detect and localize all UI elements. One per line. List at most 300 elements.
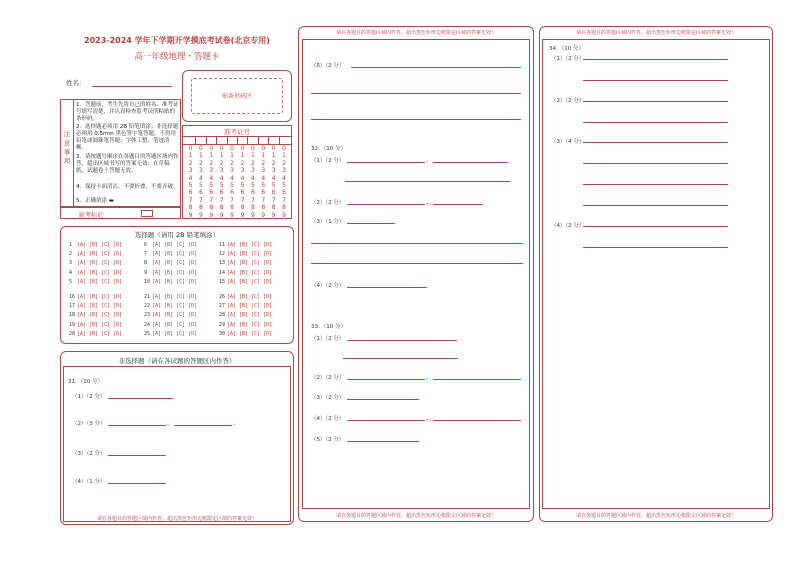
q31-part2-answer-a[interactable] [108, 425, 166, 426]
exam-digit-bubble[interactable]: 1 [198, 152, 203, 160]
choice-options[interactable]: [A] [B] [C] [D] [152, 242, 198, 248]
q33-part4-sep: 、 [426, 416, 432, 422]
q31-part3-label: （3）（2 分） [72, 451, 106, 457]
exam-digit-bubble[interactable]: 0 [198, 145, 203, 152]
exam-number-digit-column [186, 145, 195, 219]
choice-options[interactable]: [A] [B] [C] [D] [227, 294, 273, 300]
warning-col3-bottom: 请在各题目的答题区域内作答，超出黑色矩形边框限定区域的答案无效！ [575, 513, 736, 519]
choice-number: 14 [219, 269, 226, 276]
q34-part1-line1[interactable] [583, 59, 728, 60]
q33-part4-label: （4）（2 分） [311, 416, 345, 422]
choice-options[interactable]: [A] [B] [C] [D] [227, 330, 273, 337]
exam-digit-bubble[interactable]: 7 [282, 196, 286, 204]
barcode-area [182, 70, 292, 122]
choice-item[interactable] [69, 331, 122, 337]
exam-digit-bubble[interactable]: 4 [219, 174, 224, 182]
choice-number: 16 [69, 294, 76, 300]
name-field[interactable] [92, 86, 172, 87]
choice-item[interactable] [219, 312, 272, 318]
choice-number: 17 [69, 303, 76, 310]
exam-digit-bubble[interactable]: 8 [240, 204, 245, 212]
exam-digit-bubble[interactable]: 0 [209, 145, 214, 152]
notes-item-1: 1．答题前，考生先将自己的姓名、准考证号填写清楚，并认真检查监考员所粘贴的条形码。 [76, 102, 179, 122]
exam-digit-bubble[interactable]: 4 [261, 174, 266, 182]
exam-digit-bubble[interactable]: 7 [188, 196, 193, 204]
choice-options[interactable]: [A] [B] [C] [D] [152, 312, 198, 319]
q32-part2-answer-b[interactable] [433, 204, 483, 205]
q31-part3-answer[interactable] [108, 455, 166, 456]
exam-digit-bubble[interactable]: 6 [250, 189, 255, 197]
q33-part2-label: （2）（2 分） [311, 375, 345, 381]
notes-item-5: 5．正确填涂 ▬ [76, 198, 114, 204]
q33-part2-answer-a[interactable] [347, 379, 425, 380]
exam-digit-bubble[interactable]: 2 [209, 159, 214, 167]
choice-options[interactable]: [A] [B] [C] [D] [77, 312, 123, 319]
exam-digit-bubble[interactable]: 8 [282, 204, 286, 212]
warning-col2-bottom: 请在各题目的答题区域内作答，超出黑色矩形边框限定区域的答案无效！ [335, 513, 496, 519]
q33-part4-answer-b[interactable] [433, 420, 521, 421]
q32-part3-line3[interactable] [311, 263, 523, 264]
choice-number: 28 [219, 312, 226, 319]
exam-number-write-cell[interactable] [269, 136, 279, 144]
exam-number-write-cell[interactable] [248, 136, 258, 144]
exam-digit-bubble[interactable]: 9 [282, 211, 286, 219]
choice-options[interactable]: [A] [B] [C] [D] [152, 294, 198, 300]
choice-options[interactable]: [A] [B] [C] [D] [152, 269, 198, 276]
exam-digit-bubble[interactable]: 8 [230, 204, 234, 212]
q34-part3-line1[interactable] [583, 142, 728, 143]
choice-options[interactable]: [A] [B] [C] [D] [77, 260, 123, 267]
exam-digit-bubble[interactable]: 7 [261, 196, 266, 204]
choice-number: 3 [69, 260, 73, 267]
exam-digit-bubble[interactable]: 3 [209, 167, 214, 175]
choice-options[interactable]: [A] [B] [C] [D] [152, 278, 198, 285]
choice-number: 19 [69, 321, 76, 328]
choice-options[interactable]: [A] [B] [C] [D] [77, 321, 123, 328]
exam-digit-bubble[interactable]: 9 [219, 211, 224, 219]
exam-digit-bubble[interactable]: 5 [250, 182, 255, 190]
choice-item[interactable] [219, 303, 272, 309]
q31-part5-line2[interactable] [311, 93, 521, 94]
choice-number: 6 [144, 242, 148, 248]
exam-digit-bubble[interactable]: 3 [230, 167, 234, 175]
notes-label: 注意事项 [63, 130, 71, 165]
choice-number: 2 [69, 251, 73, 258]
choice-panel [60, 226, 294, 344]
choice-number: 9 [144, 269, 148, 276]
q32-part1-answer-c[interactable] [345, 181, 510, 182]
exam-digit-bubble[interactable]: 4 [230, 174, 234, 182]
q32-part2-answer-a[interactable] [347, 204, 425, 205]
exam-digit-bubble[interactable]: 6 [240, 189, 245, 197]
q32-part1-label: （1）（2 分） [311, 158, 345, 164]
exam-number-write-cell[interactable] [196, 136, 206, 144]
exam-number-write-cell[interactable] [259, 136, 269, 144]
exam-number-write-cell[interactable] [217, 136, 227, 144]
exam-digit-bubble[interactable]: 1 [209, 152, 214, 160]
choice-options[interactable]: [A] [B] [C] [D] [227, 312, 273, 319]
col3-panel [539, 26, 773, 522]
choice-number: 12 [219, 251, 226, 258]
name-label: 姓名： [66, 79, 86, 87]
choice-options[interactable]: [A] [B] [C] [D] [77, 278, 123, 285]
choice-options[interactable]: [A] [B] [C] [D] [152, 303, 198, 310]
choice-item[interactable] [219, 270, 272, 276]
exam-digit-bubble[interactable]: 8 [261, 204, 266, 212]
q33-part1-label: （1）（2 分） [311, 336, 345, 342]
exam-digit-bubble[interactable]: 6 [282, 189, 286, 197]
q33-part2-answer-b[interactable] [433, 379, 521, 380]
exam-digit-bubble[interactable]: 7 [271, 196, 276, 204]
exam-digit-bubble[interactable]: 6 [209, 189, 214, 197]
q32-part2-sep: 、 [426, 200, 432, 206]
choice-options[interactable]: [A] [B] [C] [D] [152, 251, 198, 258]
exam-digit-bubble[interactable]: 2 [282, 159, 286, 167]
choice-item[interactable] [219, 279, 272, 285]
exam-number-digit-column [259, 145, 268, 219]
q32-part3-answer[interactable] [347, 223, 395, 224]
exam-digit-bubble[interactable]: 4 [188, 174, 193, 182]
q32-label: 32．（10 分） [311, 146, 346, 152]
barcode-label: 贴条形码区 [221, 93, 252, 100]
exam-digit-bubble[interactable]: 4 [198, 174, 203, 182]
choice-item[interactable] [144, 270, 197, 276]
choice-item[interactable] [219, 331, 272, 337]
exam-digit-bubble[interactable]: 9 [188, 211, 193, 219]
choice-item[interactable] [69, 294, 122, 300]
exam-digit-bubble[interactable]: 6 [198, 189, 203, 197]
absent-row [60, 207, 181, 219]
q32-part1-answer-a[interactable] [347, 162, 425, 163]
exam-digit-bubble[interactable]: 0 [188, 145, 193, 152]
choice-item[interactable] [144, 294, 197, 300]
exam-digit-bubble[interactable]: 5 [209, 182, 214, 190]
exam-digit-bubble[interactable]: 9 [271, 211, 276, 219]
q31-part5-line3[interactable] [311, 119, 521, 120]
q33-part4-answer-a[interactable] [347, 420, 425, 421]
q32-part2-label: （2）（2 分） [311, 200, 345, 206]
choice-item[interactable] [144, 303, 197, 309]
q34-part3-line3[interactable] [583, 184, 728, 185]
exam-digit-bubble[interactable]: 3 [219, 167, 224, 175]
choice-title: 选择题（请用 2B 铅笔填涂） [134, 231, 220, 239]
choice-options[interactable]: [A] [B] [C] [D] [227, 260, 273, 267]
choice-options[interactable]: [A] [B] [C] [D] [227, 269, 273, 276]
exam-digit-bubble[interactable]: 2 [198, 159, 203, 167]
q31-part2-sep2: 、 [233, 421, 239, 427]
choice-number: 26 [219, 294, 226, 300]
q33-label: 33．（10 分） [311, 324, 346, 330]
exam-digit-bubble[interactable]: 1 [240, 152, 245, 160]
choice-number: 30 [219, 330, 226, 337]
exam-digit-bubble[interactable]: 5 [188, 182, 193, 190]
exam-digit-bubble[interactable]: 4 [209, 174, 214, 182]
exam-digit-bubble[interactable]: 9 [198, 211, 203, 219]
exam-digit-bubble[interactable]: 3 [261, 167, 266, 175]
exam-digit-bubble[interactable]: 2 [240, 159, 245, 167]
exam-number-write-cell[interactable] [228, 136, 238, 144]
choice-number: 27 [219, 303, 226, 310]
exam-number-grid [182, 125, 292, 219]
choice-number: 1 [69, 242, 73, 248]
choice-options[interactable]: [A] [B] [C] [D] [152, 330, 198, 337]
exam-digit-bubble[interactable]: 0 [230, 145, 234, 152]
choice-number: 15 [219, 278, 226, 285]
choice-number: 10 [144, 278, 151, 285]
choice-item[interactable] [69, 322, 122, 328]
exam-digit-bubble[interactable]: 9 [250, 211, 255, 219]
exam-number-digit-column [280, 145, 289, 219]
exam-digit-bubble[interactable]: 2 [188, 159, 193, 167]
nonchoice-title: 非选择题（请在各试题的答题区内作答） [118, 357, 236, 365]
q34-label: 34．（10 分） [549, 46, 584, 52]
exam-digit-bubble[interactable]: 5 [219, 182, 224, 190]
exam-number-label: 准考证号 [224, 128, 250, 136]
exam-digit-bubble[interactable]: 2 [271, 159, 276, 167]
q31-part1-label: （1）（2 分） [72, 394, 106, 400]
exam-digit-bubble[interactable]: 0 [282, 145, 286, 152]
exam-digit-bubble[interactable]: 6 [188, 189, 193, 197]
q32-part1-sep: 、 [426, 158, 432, 164]
choice-item[interactable] [69, 303, 122, 309]
exam-digit-bubble[interactable]: 9 [261, 211, 266, 219]
q31-part5-line1[interactable] [351, 67, 521, 68]
nonchoice-panel [60, 351, 294, 525]
exam-number-write-cell[interactable] [186, 136, 196, 144]
q31-part4-answer[interactable] [108, 483, 166, 484]
choice-options[interactable]: [A] [B] [C] [D] [77, 269, 123, 276]
choice-number: 25 [144, 330, 151, 337]
notes-box [60, 99, 181, 207]
exam-digit-bubble[interactable]: 9 [209, 211, 214, 219]
exam-digit-bubble[interactable]: 1 [219, 152, 224, 160]
exam-digit-bubble[interactable]: 1 [188, 152, 193, 160]
q33-part3-label: （3）（2 分） [311, 395, 345, 401]
exam-digit-bubble[interactable]: 5 [271, 182, 276, 190]
q34-part4-line2[interactable] [583, 247, 728, 248]
choice-number: 5 [69, 278, 73, 285]
exam-digit-bubble[interactable]: 2 [219, 159, 224, 167]
q34-part2-label: （2）（2 分） [551, 98, 585, 104]
choice-number: 11 [219, 242, 226, 248]
exam-digit-bubble[interactable]: 7 [250, 196, 255, 204]
choice-number: 24 [144, 321, 151, 328]
exam-digit-bubble[interactable]: 3 [198, 167, 203, 175]
exam-digit-bubble[interactable]: 9 [230, 211, 234, 219]
absent-checkbox[interactable] [141, 210, 153, 217]
q33-part1-answer-a[interactable] [347, 340, 457, 341]
warning-col3-top: 请在各题目的答题区域内作答，超出黑色矩形边框限定区域的答案无效！ [575, 30, 736, 36]
choice-item[interactable] [144, 331, 197, 337]
q32-part4-label: （4）（2 分） [311, 283, 345, 289]
choice-item[interactable] [144, 251, 197, 257]
q31-part2-answer-b[interactable] [174, 425, 232, 426]
exam-digit-bubble[interactable]: 0 [271, 145, 276, 152]
q34-part1-line2[interactable] [583, 80, 728, 81]
exam-digit-bubble[interactable]: 5 [261, 182, 266, 190]
choice-options[interactable]: [A] [B] [C] [D] [152, 321, 198, 328]
notes-item-4: 4．保持卡面清洁，不要折叠、不要弄破。 [76, 184, 179, 190]
choice-number: 4 [69, 269, 73, 276]
q33-part3-answer[interactable] [347, 399, 419, 400]
choice-number: 21 [144, 294, 151, 300]
exam-number-write-cell[interactable] [238, 136, 248, 144]
choice-options[interactable]: [A] [B] [C] [D] [77, 330, 123, 337]
choice-options[interactable]: [A] [B] [C] [D] [77, 303, 123, 310]
choice-item[interactable] [69, 260, 122, 266]
exam-digit-bubble[interactable]: 3 [271, 167, 276, 175]
exam-digit-bubble[interactable]: 0 [240, 145, 245, 152]
choice-number: 29 [219, 321, 226, 328]
q32-part4-answer[interactable] [347, 287, 427, 288]
exam-digit-bubble[interactable]: 6 [230, 189, 234, 197]
exam-digit-bubble[interactable]: 6 [261, 189, 266, 197]
q34-part4-line1[interactable] [583, 226, 728, 227]
choice-options[interactable]: [A] [B] [C] [D] [227, 303, 273, 310]
notes-item-3: 3．请按题号顺序在各题目的答题区域内作答，超出区域书写的答案无效；在草稿纸、试题卷上答题无效。 [76, 154, 179, 174]
choice-item[interactable] [219, 260, 272, 266]
exam-digit-bubble[interactable]: 2 [250, 159, 255, 167]
choice-item[interactable] [219, 322, 272, 328]
choice-item[interactable] [69, 242, 122, 248]
absent-label: 缺考标记 [79, 212, 104, 219]
exam-digit-bubble[interactable]: 0 [250, 145, 255, 152]
choice-item[interactable] [144, 279, 197, 285]
exam-digit-bubble[interactable]: 8 [219, 204, 224, 212]
exam-number-write-cell[interactable] [280, 136, 290, 144]
exam-digit-bubble[interactable]: 8 [188, 204, 193, 212]
choice-number: 22 [144, 303, 151, 310]
exam-digit-bubble[interactable]: 7 [240, 196, 245, 204]
exam-digit-bubble[interactable]: 5 [230, 182, 234, 190]
choice-number: 8 [144, 260, 148, 267]
q34-part1-label: （1）（2 分） [551, 56, 585, 62]
exam-number-digit-column [248, 145, 257, 219]
exam-digit-bubble[interactable]: 2 [230, 159, 234, 167]
choice-item[interactable] [144, 312, 197, 318]
choice-options[interactable]: [A] [B] [C] [D] [77, 251, 123, 258]
q32-part1-answer-b[interactable] [433, 162, 508, 163]
exam-digit-bubble[interactable]: 2 [261, 159, 266, 167]
choice-item[interactable] [219, 294, 272, 300]
choice-options[interactable]: [A] [B] [C] [D] [227, 321, 273, 328]
q33-part5-answer[interactable] [347, 441, 419, 442]
exam-digit-bubble[interactable]: 0 [219, 145, 224, 152]
exam-digit-bubble[interactable]: 8 [271, 204, 276, 212]
q33-part1-answer-b[interactable] [343, 358, 458, 359]
exam-digit-bubble[interactable]: 3 [240, 167, 245, 175]
page-subtitle: 高一年级地理・答题卡 [134, 52, 220, 62]
choice-item[interactable] [69, 251, 122, 257]
q32-part3-line2[interactable] [311, 243, 523, 244]
q34-part2-line2[interactable] [583, 122, 728, 123]
warning-col1: 请在各题目的答题区域内作答，超出黑色矩形边框限定区域的答案无效！ [96, 516, 257, 522]
choice-item[interactable] [144, 260, 197, 266]
exam-digit-bubble[interactable]: 5 [282, 182, 286, 190]
exam-number-digit-column [228, 145, 237, 219]
exam-digit-bubble[interactable]: 1 [282, 152, 286, 160]
choice-options[interactable]: [A] [B] [C] [D] [227, 251, 273, 258]
exam-number-digit-column [207, 145, 216, 219]
choice-item[interactable] [144, 322, 197, 328]
exam-digit-bubble[interactable]: 6 [219, 189, 224, 197]
exam-digit-bubble[interactable]: 8 [198, 204, 203, 212]
exam-digit-bubble[interactable]: 1 [261, 152, 266, 160]
choice-options[interactable]: [A] [B] [C] [D] [227, 242, 273, 248]
choice-number: 20 [69, 330, 76, 337]
exam-digit-bubble[interactable]: 3 [282, 167, 286, 175]
q33-part2-sep: 、 [426, 375, 432, 381]
exam-digit-bubble[interactable]: 3 [250, 167, 255, 175]
choice-item[interactable] [219, 251, 272, 257]
exam-number-digit-column [269, 145, 278, 219]
choice-item[interactable] [69, 279, 122, 285]
q33-part5-label: （5）（2 分） [311, 437, 345, 443]
exam-digit-bubble[interactable]: 4 [282, 174, 286, 182]
exam-digit-bubble[interactable]: 8 [209, 204, 214, 212]
exam-digit-bubble[interactable]: 1 [271, 152, 276, 160]
q31-label: 31．（10 分） [68, 379, 103, 385]
q31-part4-label: （4）（1 分） [72, 479, 106, 485]
q34-part3-line2[interactable] [583, 163, 728, 164]
q34-part2-line1[interactable] [583, 101, 728, 102]
q32-part3-label: （3）（1 分） [311, 219, 345, 225]
choice-options[interactable]: [A] [B] [C] [D] [77, 242, 123, 248]
exam-digit-bubble[interactable]: 9 [240, 211, 245, 219]
choice-item[interactable] [69, 312, 122, 318]
exam-digit-bubble[interactable]: 7 [230, 196, 234, 204]
q31-part5-label: （5）（2 分） [311, 63, 345, 69]
exam-number-digit-column [217, 145, 226, 219]
warning-col2-top: 请在各题目的答题区域内作答，超出黑色矩形边框限定区域的答案无效！ [335, 30, 496, 36]
exam-digit-bubble[interactable]: 7 [198, 196, 203, 204]
exam-digit-bubble[interactable]: 7 [209, 196, 214, 204]
exam-number-digit-column [238, 145, 247, 219]
q34-part3-label: （3）（4 分） [551, 139, 585, 145]
q34-part3-line4[interactable] [583, 205, 728, 206]
exam-digit-bubble[interactable]: 3 [188, 167, 193, 175]
choice-item[interactable] [219, 242, 272, 248]
exam-digit-bubble[interactable]: 4 [240, 174, 245, 182]
exam-digit-bubble[interactable]: 0 [261, 145, 266, 152]
exam-digit-bubble[interactable]: 5 [240, 182, 245, 190]
exam-digit-bubble[interactable]: 1 [230, 152, 234, 160]
exam-digit-bubble[interactable]: 6 [271, 189, 276, 197]
q31-part2-label: （2）（3 分） [72, 421, 106, 427]
q31-part1-answer[interactable] [108, 398, 173, 399]
choice-item[interactable] [144, 242, 197, 248]
exam-digit-bubble[interactable]: 4 [271, 174, 276, 182]
q31-part2-sep: 、 [167, 421, 173, 427]
exam-digit-bubble[interactable]: 7 [219, 196, 224, 204]
page-title: 2023-2024 学年下学期开学摸底考试卷(北京专用) [84, 36, 270, 45]
choice-number: 7 [144, 251, 148, 258]
q34-part4-label: （4）（2 分） [551, 223, 585, 229]
exam-digit-bubble[interactable]: 8 [250, 204, 255, 212]
choice-number: 23 [144, 312, 151, 319]
exam-digit-bubble[interactable]: 5 [198, 182, 203, 190]
choice-item[interactable] [69, 270, 122, 276]
exam-digit-bubble[interactable]: 4 [250, 174, 255, 182]
col2-panel [298, 26, 534, 522]
exam-number-write-cell[interactable] [207, 136, 217, 144]
choice-options[interactable]: [A] [B] [C] [D] [77, 294, 123, 300]
choice-options[interactable]: [A] [B] [C] [D] [152, 260, 198, 267]
choice-number: 18 [69, 312, 76, 319]
exam-digit-bubble[interactable]: 1 [250, 152, 255, 160]
notes-item-2: 2．选择题必须用 2B 铅笔填涂；非选择题必须用 0.5mm 黑色签字笔答题，不得用铅笔或圆珠笔答题；字体工整、笔迹清晰。 [76, 124, 179, 151]
choice-options[interactable]: [A] [B] [C] [D] [227, 278, 273, 285]
